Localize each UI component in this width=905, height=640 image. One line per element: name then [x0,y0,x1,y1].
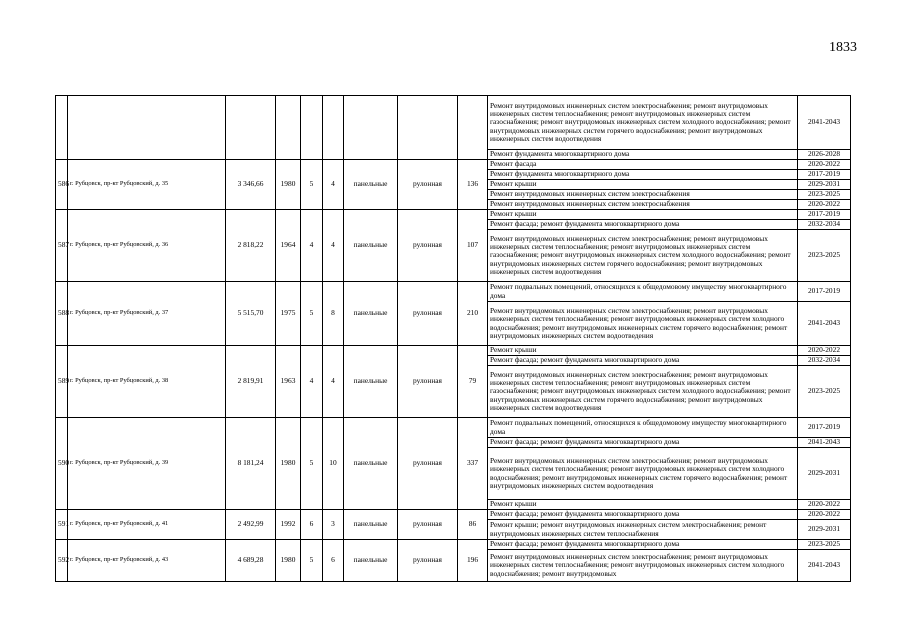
roof-type-cell: рулонная [398,510,458,540]
area-cell [226,96,276,160]
work-description-cell: Ремонт фасада; ремонт фундамента многоквартирного дома [488,540,798,550]
page-number: 1833 [829,40,857,55]
table-row [56,346,851,356]
floors-cell [301,96,323,160]
period-cell: 2017-2019 [798,282,851,302]
address-cell: г. Рубцовск, пр-кт Рубцовский, д. 41 [68,510,226,540]
row-number: 589 [56,346,68,418]
work-description-cell: Ремонт внутридомовых инженерных систем электроснабжения; ремонт внутридомовых инженерных систем теплоснабжения; ремонт внутридомовых инженерных систем холодного водоснабжения; ремонт внутридомовых [488,550,798,582]
year-cell: 1992 [276,510,301,540]
floors-cell: 5 [301,160,323,210]
area-cell: 8 181,24 [226,418,276,510]
roof-type-cell: рулонная [398,418,458,510]
entrances-cell: 4 [323,210,344,282]
work-description-cell: Ремонт фундамента многоквартирного дома [488,150,798,160]
area-cell: 2 819,91 [226,346,276,418]
table-row [56,418,851,438]
row-number: 591 [56,510,68,540]
period-cell: 2017-2019 [798,170,851,180]
area-cell: 2 818,22 [226,210,276,282]
roof-type-cell [398,96,458,160]
work-description-cell: Ремонт внутридомовых инженерных систем электроснабжения; ремонт внутридомовых инженерных систем теплоснабжения; ремонт внутридомовых инженерных систем газоснабжения; ремонт внутридомовых инженерных систем холодного водоснабжения; ремонт внутридомовых инженерных систем горячего водоснабжения; ремонт внутридомовых инженерных систем водоотведения [488,230,798,282]
year-cell [276,96,301,160]
roof-type-cell: рулонная [398,346,458,418]
work-description-cell: Ремонт внутридомовых инженерных систем электроснабжения; ремонт внутридомовых инженерных систем теплоснабжения; ремонт внутридомовых инженерных систем газоснабжения; ремонт внутридомовых инженерных систем холодного водоснабжения; ремонт внутридомовых инженерных систем горячего водоснабжения; ремонт внутридомовых инженерных систем водоотведения [488,366,798,418]
row-number: 587 [56,210,68,282]
residents-cell [458,96,488,160]
area-cell: 5 515,70 [226,282,276,346]
address-cell: г. Рубцовск, пр-кт Рубцовский, д. 37 [68,282,226,346]
work-description-cell: Ремонт крыши [488,500,798,510]
table-row [56,540,851,550]
row-number [56,96,68,160]
work-description-cell: Ремонт внутридомовых инженерных систем электроснабжения [488,200,798,210]
work-description-cell: Ремонт подвальных помещений, относящихся к общедомовому имуществу многоквартирного дома [488,418,798,438]
walls-material-cell [344,96,398,160]
walls-material-cell: панельные [344,346,398,418]
period-cell: 2041-2043 [798,96,851,150]
roof-type-cell: рулонная [398,210,458,282]
area-cell: 4 689,28 [226,540,276,582]
work-description-cell: Ремонт внутридомовых инженерных систем электроснабжения; ремонт внутридомовых инженерных систем теплоснабжения; ремонт внутридомовых инженерных систем газоснабжения; ремонт внутридомовых инженерных систем холодного водоснабжения; ремонт внутридомовых инженерных систем горячего водоснабжения; ремонт внутридомовых инженерных систем водоотведения [488,96,798,150]
floors-cell: 4 [301,346,323,418]
period-cell: 2020-2022 [798,346,851,356]
entrances-cell: 4 [323,160,344,210]
work-description-cell: Ремонт фасада; ремонт фундамента многоквартирного дома [488,438,798,448]
period-cell: 2029-2031 [798,180,851,190]
work-description-cell: Ремонт крыши [488,210,798,220]
period-cell: 2029-2031 [798,448,851,500]
period-cell: 2020-2022 [798,510,851,520]
table-row [56,510,851,520]
year-cell: 1975 [276,282,301,346]
table-row [56,210,851,220]
walls-material-cell: панельные [344,160,398,210]
period-cell: 2023-2025 [798,540,851,550]
work-description-cell: Ремонт фасада [488,160,798,170]
entrances-cell: 10 [323,418,344,510]
period-cell: 2041-2043 [798,302,851,346]
period-cell: 2020-2022 [798,200,851,210]
period-cell: 2017-2019 [798,210,851,220]
row-number: 588 [56,282,68,346]
residents-cell: 196 [458,540,488,582]
row-number: 592 [56,540,68,582]
residents-cell: 107 [458,210,488,282]
walls-material-cell: панельные [344,282,398,346]
address-cell: г. Рубцовск, пр-кт Рубцовский, д. 43 [68,540,226,582]
table-row [56,96,851,150]
year-cell: 1980 [276,418,301,510]
period-cell: 2017-2019 [798,418,851,438]
work-description-cell: Ремонт фасада; ремонт фундамента многоквартирного дома [488,510,798,520]
period-cell: 2020-2022 [798,160,851,170]
work-description-cell: Ремонт крыши [488,346,798,356]
area-cell: 2 492,99 [226,510,276,540]
entrances-cell: 8 [323,282,344,346]
residents-cell: 79 [458,346,488,418]
period-cell: 2032-2034 [798,220,851,230]
entrances-cell [323,96,344,160]
floors-cell: 5 [301,418,323,510]
floors-cell: 5 [301,282,323,346]
work-description-cell: Ремонт фасада; ремонт фундамента многоквартирного дома [488,220,798,230]
floors-cell: 5 [301,540,323,582]
period-cell: 2026-2028 [798,150,851,160]
period-cell: 2041-2043 [798,550,851,582]
table-row [56,160,851,170]
period-cell: 2023-2025 [798,190,851,200]
walls-material-cell: панельные [344,210,398,282]
entrances-cell: 3 [323,510,344,540]
work-description-cell: Ремонт крыши [488,180,798,190]
walls-material-cell: панельные [344,418,398,510]
year-cell: 1964 [276,210,301,282]
floors-cell: 6 [301,510,323,540]
entrances-cell: 6 [323,540,344,582]
work-description-cell: Ремонт внутридомовых инженерных систем электроснабжения [488,190,798,200]
residents-cell: 86 [458,510,488,540]
address-cell [68,96,226,160]
year-cell: 1963 [276,346,301,418]
period-cell: 2020-2022 [798,500,851,510]
work-description-cell: Ремонт внутридомовых инженерных систем электроснабжения; ремонт внутридомовых инженерных систем теплоснабжения; ремонт внутридомовых инженерных систем холодного водоснабжения; ремонт внутридомовых инженерных систем горячего водоснабжения; ремонт внутридомовых инженерных систем водоотведения [488,448,798,500]
period-cell: 2023-2025 [798,230,851,282]
residents-cell: 210 [458,282,488,346]
work-description-cell: Ремонт внутридомовых инженерных систем электроснабжения; ремонт внутридомовых инженерных систем теплоснабжения; ремонт внутридомовых инженерных систем холодного водоснабжения; ремонт внутридомовых инженерных систем горячего водоснабжения; ремонт внутридомовых инженерных систем водоотведения [488,302,798,346]
roof-type-cell: рулонная [398,160,458,210]
work-description-cell: Ремонт фундамента многоквартирного дома [488,170,798,180]
period-cell: 2029-2031 [798,520,851,540]
roof-type-cell: рулонная [398,282,458,346]
address-cell: г. Рубцовск, пр-кт Рубцовский, д. 39 [68,418,226,510]
period-cell: 2032-2034 [798,356,851,366]
row-number: 590 [56,418,68,510]
row-number: 586 [56,160,68,210]
work-description-cell: Ремонт подвальных помещений, относящихся к общедомовому имуществу многоквартирного дома [488,282,798,302]
floors-cell: 4 [301,210,323,282]
period-cell: 2023-2025 [798,366,851,418]
walls-material-cell: панельные [344,540,398,582]
year-cell: 1980 [276,540,301,582]
residents-cell: 337 [458,418,488,510]
entrances-cell: 4 [323,346,344,418]
residents-cell: 136 [458,160,488,210]
roof-type-cell: рулонная [398,540,458,582]
work-description-cell: Ремонт крыши; ремонт внутридомовых инженерных систем электроснабжения; ремонт внутридомовых инженерных систем теплоснабжения [488,520,798,540]
area-cell: 3 346,66 [226,160,276,210]
address-cell: г. Рубцовск, пр-кт Рубцовский, д. 38 [68,346,226,418]
walls-material-cell: панельные [344,510,398,540]
year-cell: 1980 [276,160,301,210]
table-row [56,282,851,302]
period-cell: 2041-2043 [798,438,851,448]
address-cell: г. Рубцовск, пр-кт Рубцовский, д. 35 [68,160,226,210]
address-cell: г. Рубцовск, пр-кт Рубцовский, д. 36 [68,210,226,282]
work-description-cell: Ремонт фасада; ремонт фундамента многоквартирного дома [488,356,798,366]
repair-schedule-table [55,95,851,582]
